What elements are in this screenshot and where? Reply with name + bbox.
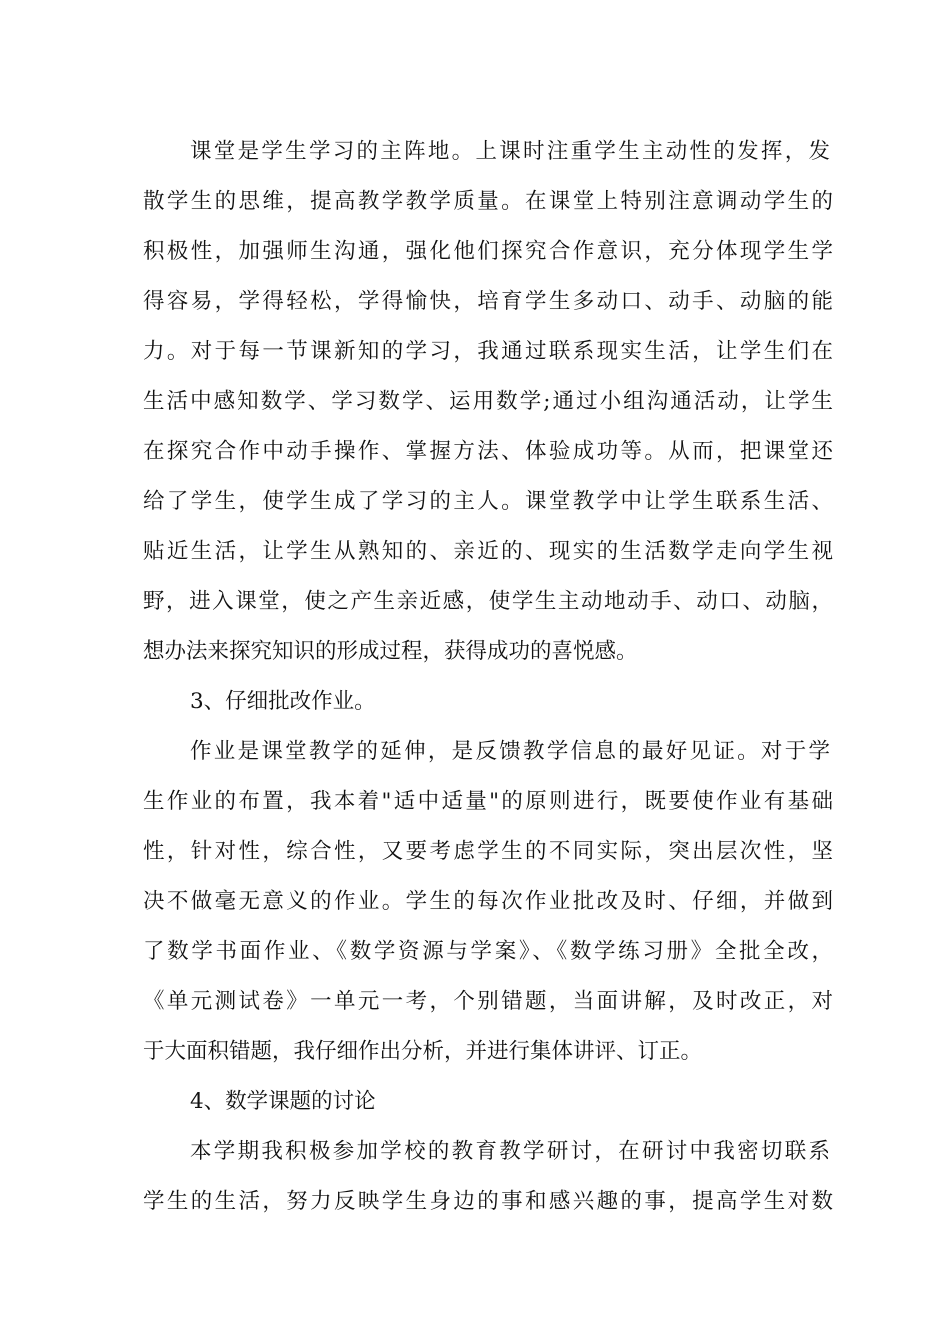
paragraph-3-line-2: 学生的生活，努力反映学生身边的事和感兴趣的事，提高学生对数 xyxy=(143,1189,833,1214)
paragraph-1-line-8: 给了学生，使学生成了学习的主人。课堂教学中让学生联系生活、 xyxy=(143,489,833,514)
paragraph-2-line-5: 了数学书面作业、《数学资源与学案》、《数学练习册》全批全改， xyxy=(143,939,833,964)
paragraph-2-line-6: 《单元测试卷》一单元一考，个别错题，当面讲解，及时改正，对 xyxy=(143,989,833,1014)
paragraph-2-line-4: 决不做毫无意义的作业。学生的每次作业批改及时、仔细，并做到 xyxy=(143,889,833,914)
paragraph-1-line-3: 积极性，加强师生沟通，强化他们探究合作意识，充分体现学生学 xyxy=(143,239,833,264)
section-heading-4: 4、数学课题的讨论 xyxy=(190,1089,376,1114)
paragraph-2-line-7: 于大面积错题，我仔细作出分析，并进行集体讲评、订正。 xyxy=(143,1039,703,1064)
section-heading-3: 3、仔细批改作业。 xyxy=(190,689,376,714)
paragraph-2-line-3: 性，针对性，综合性，又要考虑学生的不同实际，突出层次性，坚 xyxy=(143,839,833,864)
paragraph-2-line-1: 作业是课堂教学的延伸，是反馈教学信息的最好见证。对于学 xyxy=(190,739,830,764)
paragraph-1-line-10: 野，进入课堂，使之产生亲近感，使学生主动地动手、动口、动脑， xyxy=(143,589,833,614)
paragraph-2-line-2: 生作业的布置，我本着"适中适量"的原则进行，既要使作业有基础 xyxy=(143,789,833,814)
paragraph-1-line-5: 力。对于每一节课新知的学习，我通过联系现实生活，让学生们在 xyxy=(143,339,833,364)
paragraph-1-line-7: 在探究合作中动手操作、掌握方法、体验成功等。从而，把课堂还 xyxy=(143,439,833,464)
paragraph-1-line-6: 生活中感知数学、学习数学、运用数学;通过小组沟通活动，让学生 xyxy=(143,389,833,414)
paragraph-1-line-1: 课堂是学生学习的主阵地。上课时注重学生主动性的发挥，发 xyxy=(190,139,830,164)
paragraph-1-line-4: 得容易，学得轻松，学得愉快，培育学生多动口、动手、动脑的能 xyxy=(143,289,833,314)
paragraph-1-line-11: 想办法来探究知识的形成过程，获得成功的喜悦感。 xyxy=(143,639,638,664)
paragraph-1-line-2: 散学生的思维，提高教学教学质量。在课堂上特别注意调动学生的 xyxy=(143,189,833,214)
paragraph-3-line-1: 本学期我积极参加学校的教育教学研讨，在研讨中我密切联系 xyxy=(190,1139,830,1164)
paragraph-1-line-9: 贴近生活，让学生从熟知的、亲近的、现实的生活数学走向学生视 xyxy=(143,539,833,564)
